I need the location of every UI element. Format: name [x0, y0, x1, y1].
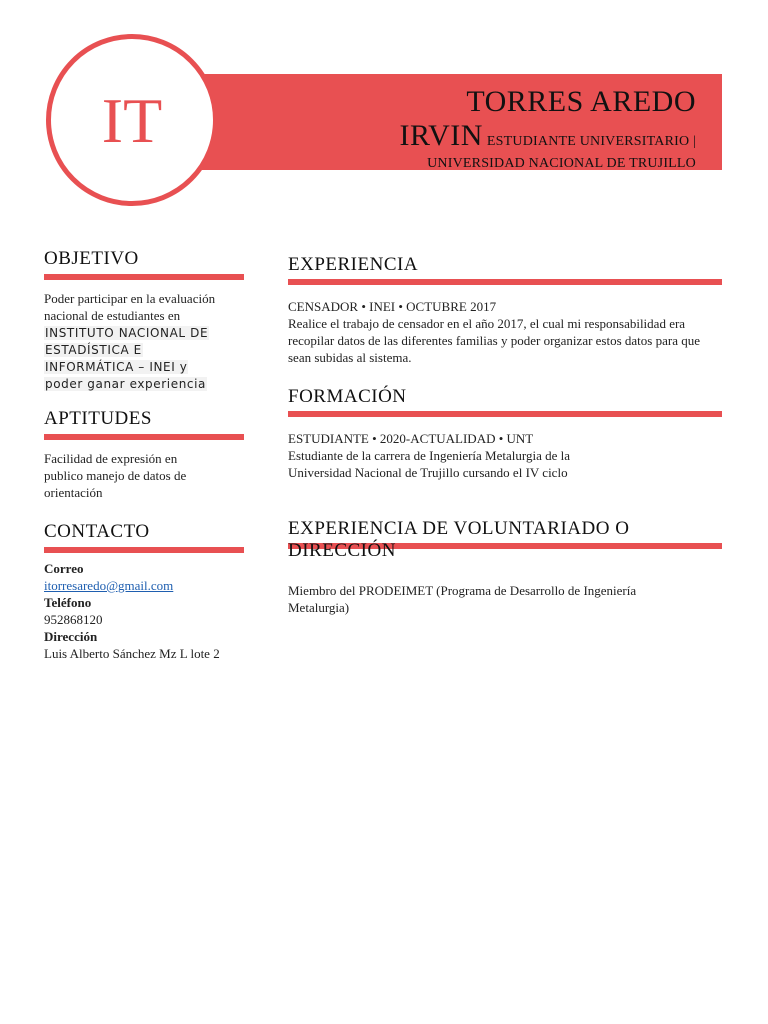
first-name: IRVIN [399, 119, 483, 152]
voluntariado-title: EXPERIENCIA DE VOLUNTARIADO O DIRECCIÓN [288, 518, 630, 561]
name-block [399, 86, 696, 172]
objetivo-hl-line4: poder ganar experiencia [45, 377, 206, 391]
contacto-bar [44, 547, 244, 553]
objetivo-hl-line1: INSTITUTO NACIONAL DE [45, 326, 209, 340]
subtitle-line1: ESTUDIANTE UNIVERSITARIO | [486, 134, 696, 149]
objetivo-hl-line2: ESTADÍSTICA E [45, 343, 142, 357]
experiencia-heading: CENSADOR • INEI • OCTUBRE 2017 [288, 299, 497, 314]
objetivo-section [44, 248, 244, 392]
address-label: Dirección [44, 629, 98, 644]
phone-value: 952868120 [44, 612, 103, 627]
formacion-heading: ESTUDIANTE • 2020-ACTUALIDAD • UNT [288, 431, 534, 446]
experiencia-section [288, 254, 722, 366]
email-label: Correo [44, 561, 84, 576]
subtitle-line2: UNIVERSIDAD NACIONAL DE TRUJILLO [427, 156, 696, 171]
last-name: TORRES AREDO [466, 85, 696, 118]
objetivo-text [44, 290, 244, 392]
phone-label: Teléfono [44, 595, 92, 610]
name-line [399, 119, 696, 156]
initials: IT [101, 85, 163, 156]
aptitudes-title: APTITUDES [44, 408, 152, 429]
objetivo-bar [44, 274, 244, 280]
formacion-title: FORMACIÓN [288, 386, 407, 407]
objetivo-line2: nacional de estudiantes en [44, 308, 181, 323]
experiencia-title: EXPERIENCIA [288, 254, 419, 275]
aptitudes-text: Facilidad de expresión en publico manejo de datos de orientación [44, 451, 187, 500]
formacion-description: Estudiante de la carrera de Ingeniería Metalurgia de la Universidad Nacional de Trujillo cursando el IV ciclo [288, 448, 571, 480]
initials-circle [46, 34, 218, 206]
contacto-title: CONTACTO [44, 521, 150, 542]
objetivo-line1: Poder participar en la evaluación [44, 291, 216, 306]
objetivo-title: OBJETIVO [44, 248, 139, 269]
objetivo-hl-line3: INFORMÁTICA – INEI y [45, 360, 188, 374]
formacion-section [288, 386, 722, 481]
contacto-section [44, 521, 244, 662]
formacion-bar [288, 411, 722, 417]
voluntariado-section [288, 518, 722, 616]
address-value: Luis Alberto Sánchez Mz L lote 2 [44, 646, 220, 661]
aptitudes-section [44, 408, 244, 501]
email-link[interactable]: itorresaredo@gmail.com [44, 578, 174, 593]
contacto-details [44, 560, 244, 662]
experiencia-description: Realice el trabajo de censador en el año 2017, el cual mi responsabilidad era recopilar datos de las diferentes familias y poder organizar estos datos para que sean subidas al sistema. [288, 316, 700, 365]
experiencia-bar [288, 279, 722, 285]
voluntariado-description: Miembro del PRODEIMET (Programa de Desarrollo de Ingeniería Metalurgia) [288, 583, 637, 615]
aptitudes-bar [44, 434, 244, 440]
